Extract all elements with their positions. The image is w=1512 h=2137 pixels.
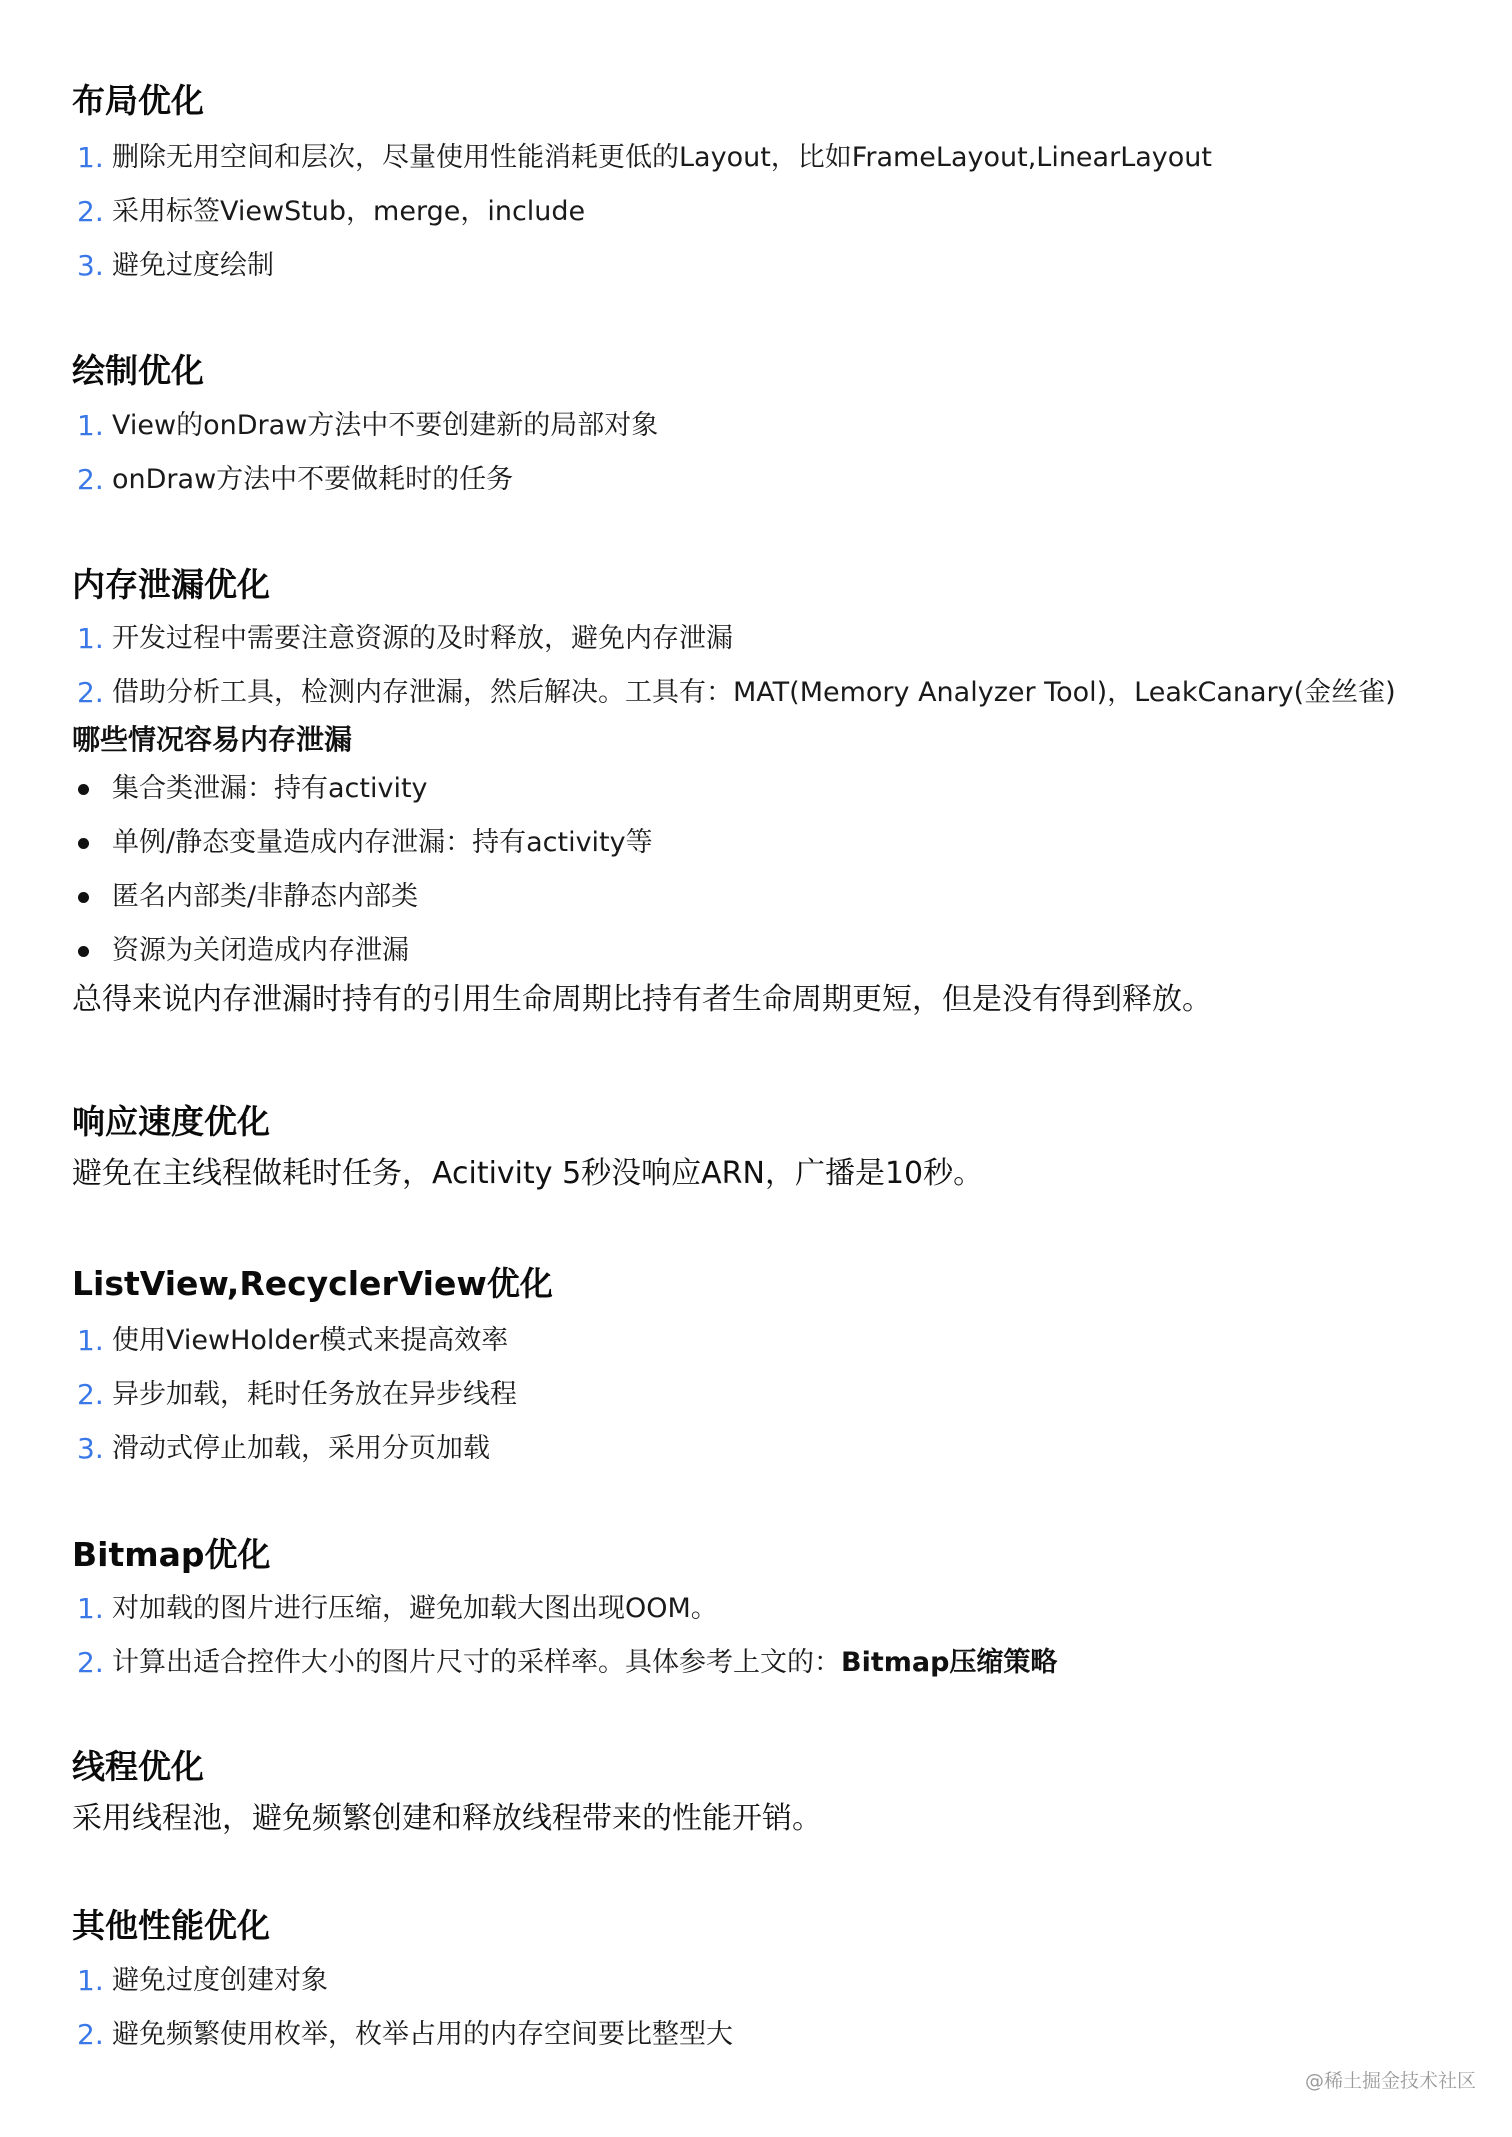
response-text: 避免在主线程做耗时任务，Acitivity 5秒没响应ARN，广播是10秒。 — [72, 1156, 984, 1191]
list-item — [72, 1368, 553, 1422]
memory-list — [72, 612, 1396, 720]
bullet-text: 单例/静态变量造成内存泄漏：持有activity等 — [112, 827, 653, 858]
section-draw — [72, 349, 658, 507]
list-item — [72, 1314, 553, 1368]
list-text: 删除无用空间和层次，尽量使用性能消耗更低的Layout，比如FrameLayout,LinearLayout — [112, 142, 1212, 173]
watermark: @稀土掘金技术社区 — [1304, 2070, 1476, 2092]
list-number: 2. — [77, 1646, 104, 1679]
list-text: 异步加载，耗时任务放在异步线程 — [112, 1379, 517, 1410]
list-number: 3. — [77, 1432, 104, 1465]
list-item — [72, 2008, 733, 2062]
bullet-dot-icon — [78, 784, 89, 795]
bullet-text: 集合类泄漏：持有activity — [112, 773, 428, 804]
layout-list — [72, 131, 1212, 293]
section-memory — [72, 563, 1396, 1022]
list-number: 2. — [77, 195, 104, 228]
list-item — [72, 666, 1396, 720]
list-number: 1. — [77, 409, 104, 442]
bullet-text: 资源为关闭造成内存泄漏 — [112, 935, 409, 966]
section-layout — [72, 79, 1212, 293]
list-item — [72, 399, 658, 453]
list-item — [72, 131, 1212, 185]
section-title-draw: 绘制优化 — [72, 351, 204, 390]
section-title-other: 其他性能优化 — [72, 1906, 270, 1945]
list-text: 避免过度绘制 — [112, 250, 274, 281]
list-text: 对加载的图片进行压缩，避免加载大图出现OOM。 — [112, 1593, 718, 1624]
list-text: 采用标签ViewStub，merge，include — [112, 196, 586, 227]
list-item — [72, 1954, 733, 2008]
list-text: 避免过度创建对象 — [112, 1965, 328, 1996]
list-number: 2. — [77, 676, 104, 709]
bullet-item — [72, 762, 1396, 816]
list-item — [72, 453, 658, 507]
bullet-item — [72, 816, 1396, 870]
bullet-item — [72, 924, 1396, 978]
thread-text: 采用线程池，避免频繁创建和释放线程带来的性能开销。 — [72, 1801, 822, 1836]
list-number: 1. — [77, 141, 104, 174]
list-item — [72, 1582, 1057, 1636]
list-item — [72, 239, 1212, 293]
bitmap-compression-reference: Bitmap压缩策略 — [841, 1647, 1058, 1678]
list-text: 开发过程中需要注意资源的及时释放，避免内存泄漏 — [112, 623, 733, 654]
section-listview — [72, 1262, 553, 1476]
listview-list — [72, 1314, 553, 1476]
list-text: 滑动式停止加载，采用分页加载 — [112, 1433, 490, 1464]
list-text: 计算出适合控件大小的图片尺寸的采样率。具体参考上文的： — [112, 1647, 841, 1678]
bitmap-list — [72, 1582, 1057, 1690]
list-number: 1. — [77, 1592, 104, 1625]
list-text: 使用ViewHolder模式来提高效率 — [112, 1325, 509, 1356]
bullet-dot-icon — [78, 892, 89, 903]
section-title-layout: 布局优化 — [72, 81, 204, 120]
bullet-dot-icon — [78, 838, 89, 849]
list-number: 2. — [77, 2018, 104, 2051]
subsection-title-leak-cases: 哪些情况容易内存泄漏 — [72, 723, 353, 756]
list-number: 3. — [77, 249, 104, 282]
section-title-bitmap: Bitmap优化 — [72, 1535, 271, 1574]
section-title-response: 响应速度优化 — [72, 1102, 270, 1141]
list-number: 1. — [77, 1324, 104, 1357]
list-number: 2. — [77, 463, 104, 496]
leak-cases-list — [72, 762, 1396, 978]
bullet-dot-icon — [78, 946, 89, 957]
list-text: 借助分析工具，检测内存泄漏，然后解决。工具有：MAT(Memory Analyzer Tool)，LeakCanary(金丝雀) — [112, 677, 1396, 708]
section-other — [72, 1904, 733, 2062]
bullet-item — [72, 870, 1396, 924]
list-text: 避免频繁使用枚举，枚举占用的内存空间要比整型大 — [112, 2019, 733, 2050]
section-title-memory: 内存泄漏优化 — [72, 565, 270, 604]
list-item — [72, 612, 1396, 666]
section-thread — [72, 1745, 822, 1841]
list-text: View的onDraw方法中不要创建新的局部对象 — [112, 410, 659, 441]
list-text: onDraw方法中不要做耗时的任务 — [112, 464, 514, 495]
list-item — [72, 1422, 553, 1476]
other-list — [72, 1954, 733, 2062]
section-title-listview: ListView,RecyclerView优化 — [72, 1264, 553, 1303]
section-response — [72, 1100, 983, 1196]
draw-list — [72, 399, 658, 507]
bullet-text: 匿名内部类/非静态内部类 — [112, 881, 419, 912]
memory-summary: 总得来说内存泄漏时持有的引用生命周期比持有者生命周期更短，但是没有得到释放。 — [72, 982, 1212, 1017]
list-number: 1. — [77, 1964, 104, 1997]
list-number: 1. — [77, 622, 104, 655]
list-item — [72, 1636, 1057, 1690]
list-number: 2. — [77, 1378, 104, 1411]
section-bitmap — [72, 1533, 1057, 1690]
list-item — [72, 185, 1212, 239]
section-title-thread: 线程优化 — [72, 1747, 204, 1786]
